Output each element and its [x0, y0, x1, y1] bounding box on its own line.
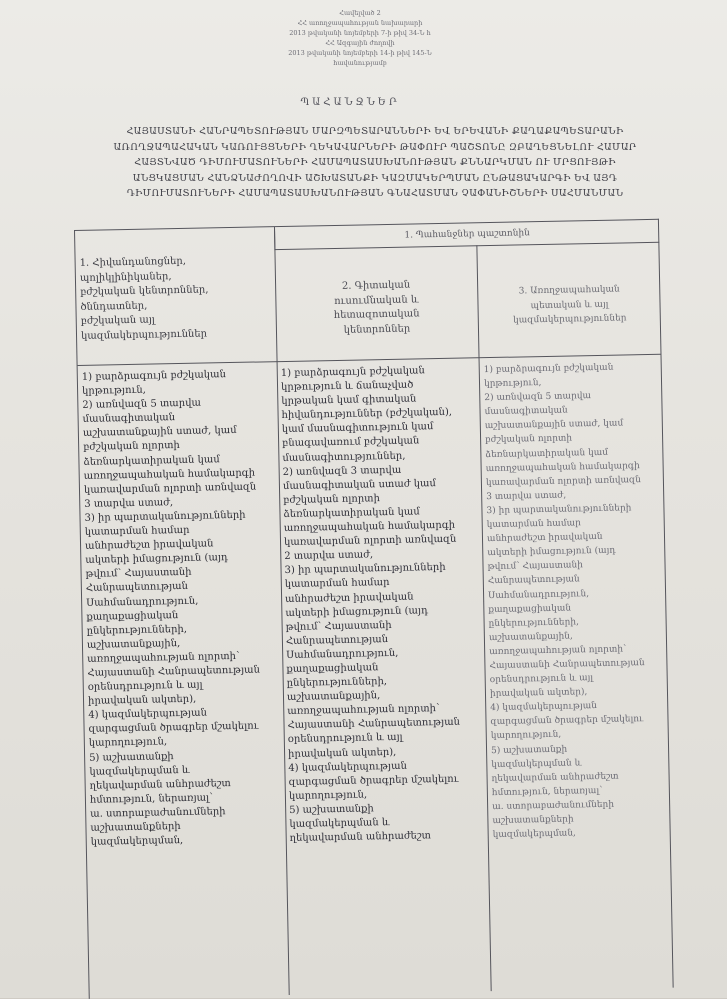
header-line: կազմակերպություններ [512, 313, 627, 326]
document-subtitle [95, 124, 655, 202]
document-title: ՊԱՀԱՆՋՆԵՐ [300, 97, 400, 108]
table-cell-line: կառավարման ոլորտի առնվազն [485, 474, 642, 488]
table-cell-line: առողջապահության ոլորտի՝ [287, 703, 440, 718]
table-cell-line: 3) իր պարտականությունների [284, 562, 446, 577]
table-cell-line: զարգացման ծրագրեր մշակելու [490, 714, 644, 728]
table-cell-line: բժշկական ոլորտի [485, 433, 573, 446]
table-cell-line: Սահմանադրություն, [286, 647, 399, 661]
table-cell-line: կրթություն, [483, 378, 542, 390]
table-cell-line: աշխատանքների [492, 814, 574, 827]
table-cell-line: ղեկավարման անհրաժեշտ [89, 777, 231, 792]
stamp-line: ՀՀ Ազգային ժողովի [325, 39, 395, 47]
table-cell-line: աշխատանքային ստաժ, կամ [82, 425, 237, 440]
approval-stamp [250, 8, 470, 68]
requirements-column-1 [82, 368, 264, 850]
table-cell-line: առողջապահության ոլորտի՝ [87, 650, 240, 665]
table-cell-line: կազմակերպման, [492, 828, 576, 841]
table-cell-line: Հայաստանի Հանրապետության [87, 664, 261, 679]
table-cell-line: մասնագիտական [82, 412, 176, 426]
stamp-line: 2013 թվականի նոյեմբերի 7-ի թիվ 34-Ն հ [289, 29, 431, 37]
header-line: ուսումնական և [334, 293, 419, 307]
column-header-2 [281, 277, 472, 339]
table-cell-line: իրավական ակտեր), [489, 687, 588, 700]
header-line: կազմակերպություններ [80, 327, 208, 342]
table-cell-line: Հանրապետության [285, 633, 389, 647]
stamp-line: հավանությամբ [333, 59, 387, 67]
subtitle-line: ՀԱՅՏՆՎԱԾ ԴԻՄՈՒՄԱՏՈՒՆԵՐԻ ՀԱՄԱՊԱՏԱՍԽԱՆՈՒԹՅԱՆ ՔՆՆԱՐԿՄԱՆ ՈՒ ՄՐՑՈՒՅԹԻ [134, 157, 616, 169]
requirements-column-2 [281, 364, 463, 846]
table-cell-line: իրավական ակտեր), [87, 693, 197, 707]
header-line: ծննդատներ, [80, 300, 148, 313]
table-cell-line: անհրաժեշտ իրավական [285, 591, 414, 605]
table-cell-line: հմտություն, ներառյալ՝ [491, 785, 603, 798]
header-line: հետազոտական [333, 308, 420, 322]
table-cell-line: ձեռնարկատիրական կամ [83, 453, 220, 468]
table-cell-line: կազմակերպման և [289, 817, 390, 830]
table-cell-line: առողջապահական համակարգի [283, 519, 456, 535]
table-cell-line: բնագավառում բժշկական [282, 435, 420, 450]
table-cell-line: օրենսդրություն և այլ [87, 679, 203, 693]
subtitle-line: ԱՌՈՂՋԱՊԱՀԱԿԱՆ ԿԱՌՈՒՅՑՆԵՐԻ ՂԵԿԱՎԱՐՆԵՐԻ ԹԱՓՈՒՐ ՊԱՇՏՈՆԸ ԶԲԱՂԵՑՆԵԼՈՒ ՀԱՄԱՐ [113, 141, 637, 153]
table-cell-line: կազմակերպման և [491, 757, 582, 770]
table-cell-line: հիվանդություններ (բժշկական), [281, 407, 453, 422]
table-cell-line: ընկերությունների, [286, 676, 388, 690]
table-cell-line: 2) առնվազն 5 տարվա [484, 391, 592, 404]
table-cell-line: կարողություն, [88, 736, 168, 750]
table-cell-line: 5) աշխատանքի [89, 750, 174, 764]
table-cell-line: Հայաստանի Հանրապետության [489, 658, 645, 672]
table-cell-line: կատարման համար [486, 518, 582, 531]
table-cell-line: թվում՝ Հայաստանի [85, 567, 192, 581]
table-cell-line: 3 տարվա ստաժ, [84, 496, 174, 510]
table-cell-line: քաղաքացիական [286, 662, 379, 675]
header-line: բժշկական այլ [80, 314, 156, 327]
table-cell-line: աշխատանքային, [286, 690, 381, 704]
table-cell-line: Հանրապետության [487, 574, 580, 587]
table-cell-line: ա. ստորաբաժանումների [90, 806, 226, 820]
table-cell-line: կառավարման ոլորտի առնվազն [283, 533, 457, 549]
table-cell-line: կարողություն, [288, 789, 368, 802]
table-cell-line: զարգացման ծրագրեր մշակելու [88, 720, 259, 736]
table-cell-line: կատարման համար [284, 577, 390, 591]
table-cell-line: թվում՝ Հայաստանի [487, 560, 584, 573]
table-cell-line: օրենսդրություն և այլ [489, 673, 594, 686]
table-cell-line: 5) աշխատանքի [490, 744, 568, 756]
header-line: պետական և այլ [530, 299, 609, 311]
table-cell-line: աշխատանքների [90, 821, 181, 834]
table-cell-line: ընկերությունների, [86, 623, 188, 637]
table-cell-line: ակտերի իմացություն (այդ [487, 545, 616, 559]
table-cell-line: Հայաստանի Հանրապետության [287, 717, 461, 732]
table-cell-line: քաղաքացիական [86, 609, 179, 623]
table-cell-line: անհրաժեշտ իրավական [486, 532, 603, 545]
table-cell-line: առողջապահական համակարգի [83, 467, 256, 482]
table-cell-line: կատարման համար [84, 524, 190, 538]
table-cell-line: աշխատանքային, [488, 631, 573, 643]
table-cell-line: 4) կազմակերպության [288, 760, 408, 774]
table-cell-line: 3 տարվա ստաժ, [486, 490, 567, 502]
table-cell-line: Հանրապետության [85, 581, 189, 595]
column-header-3 [481, 282, 658, 329]
table-cell-line: 3) իր պարտականությունների [84, 509, 246, 524]
table-cell-line: ղեկավարման անհրաժեշտ [289, 830, 431, 845]
table-cell-line: անհրաժեշտ իրավական [84, 538, 214, 552]
table-cell-line: թվում՝ Հայաստանի [285, 619, 392, 633]
table-cell-line: աշխատանքային, [86, 637, 181, 651]
stamp-line: ՀՀ առողջապահության նախարարի [297, 19, 423, 27]
table-cell-line: ղեկավարման անհրաժեշտ [491, 771, 619, 784]
table-cell-line: բժշկական ոլորտի [83, 440, 180, 454]
table-cell-line: մասնագիտություններ, [282, 450, 406, 464]
header-line: 2. Գիտական [341, 279, 411, 292]
table-cell-line: կազմակերպման, [90, 835, 184, 848]
table-cell-line: Սահմանադրություն, [86, 595, 199, 609]
header-line: կենտրոններ [343, 323, 411, 336]
table-cell-line: քաղաքացիական [488, 603, 572, 615]
table-cell-line: կամ մասնագիտություն կամ [281, 421, 434, 436]
table-cell-line: ձեռնարկատիրական կամ [283, 506, 420, 520]
table-cell-line: 1) բարձրագույն բժշկական [483, 362, 614, 376]
group-header: 1. Պահանջներ պաշտոնին [274, 220, 659, 250]
stamp-line: 2013 թվականի նոյեմբերի 14-ի թիվ 145-Ն [288, 49, 432, 57]
table-cell-line: իրավական ակտեր), [287, 746, 397, 760]
table-cell-line: ա. ստորաբաժանումների [492, 799, 615, 812]
table-cell-line: զարգացման ծրագրեր մշակելու [288, 773, 459, 788]
table-cell-line: ընկերությունների, [488, 617, 580, 629]
table-cell-line: 3) իր պարտականությունների [486, 503, 632, 517]
table-cell-line: առողջապահական համակարգի [485, 460, 640, 474]
table-cell-line: մասնագիտական ստաժ կամ [282, 477, 436, 492]
requirements-column-3 [484, 360, 648, 842]
table-cell-line: Սահմանադրություն, [487, 588, 590, 601]
table-cell-line: ակտերի իմացություն (այդ [285, 604, 429, 619]
table-cell-line: 2) առնվազն 5 տարվա [82, 397, 202, 412]
subtitle-line: ՀԱՅԱՍՏԱՆԻ ՀԱՆՐԱՊԵՏՈՒԹՅԱՆ ՄԱՐԶՊԵՏԱՐԱՆՆԵՐԻ ԵՎ ԵՐԵՎԱՆԻ ՔԱՂԱՔԱՊԵՏԱՐԱՆԻ [126, 126, 624, 137]
table-cell-line: 2) առնվազն 3 տարվա [282, 464, 402, 478]
requirements-table [74, 219, 674, 999]
table-cell-line: հմտություն, ներառյալ՝ [89, 792, 213, 806]
table-cell-line: աշխատանքային ստաժ, կամ [484, 418, 624, 432]
table-cell-line: 1) բարձրագույն բժշկական [280, 365, 425, 380]
table-cell-line: ակտերի իմացություն (այդ [85, 552, 229, 567]
header-line: 1. Հիվանդանոցներ, [79, 255, 187, 269]
subtitle-line: ԱՆՑԿԱՑՄԱՆ ՀԱՆՁՆԱԺՈՂՈՎԻ ԱՇԽԱՏԱՆՔԻ ԿԱԶՄԱԿԵՐՊՄԱՆ ԸՆԹԱՑԱԿԱՐԳԻ ԵՎ ԱՅԴ [132, 172, 618, 184]
table-cell-line: կազմակերպման և [89, 764, 190, 778]
table-cell-line: մասնագիտական [484, 405, 568, 418]
table-cell-line: օրենսդրություն և այլ [287, 732, 403, 746]
header-line: 3. Առողջապահական [518, 284, 620, 297]
stamp-line: Հավելված 2 [339, 9, 381, 17]
table-cell-line: կրթական կամ գիտական [281, 393, 417, 408]
subtitle-line: ԴԻՄՈՒՄԱՏՈՒՆԵՐԻ ՀԱՄԱՊԱՏԱՍԽԱՆՈՒԹՅԱՆ ԳՆԱՀԱՏՄԱՆ ՉԱՓԱՆԻՇՆԵՐԻ ՍԱՀՄԱՆՄԱՆ [126, 188, 624, 200]
table-cell-line: բժշկական ոլորտի [283, 493, 381, 506]
table-cell-line: 1) բարձրագույն բժշկական [81, 369, 226, 383]
column-header-1 [80, 254, 210, 343]
table-cell-line: 5) աշխատանքի [289, 803, 374, 816]
table-cell-line: 4) կազմակերպության [88, 707, 208, 722]
table-cell-line: կառավարման ոլորտի առնվազն [83, 481, 257, 496]
header-line: պոլիկլինիկաներ, [79, 270, 172, 284]
header-line: բժշկական կենտրոններ, [80, 284, 209, 298]
table-cell-line: առողջապահության ոլորտի՝ [489, 644, 627, 657]
table-cell-line: կարողություն, [490, 730, 562, 742]
table-cell-line: 2 տարվա ստաժ, [284, 549, 374, 563]
table-cell-line: 4) կազմակերպության [490, 701, 598, 714]
table-cell-line: կրթություն և ճանաչված [280, 379, 414, 394]
table-cell-line: ձեռնարկատիրական կամ [485, 447, 609, 460]
table-cell-line: կրթություն, [81, 384, 147, 397]
